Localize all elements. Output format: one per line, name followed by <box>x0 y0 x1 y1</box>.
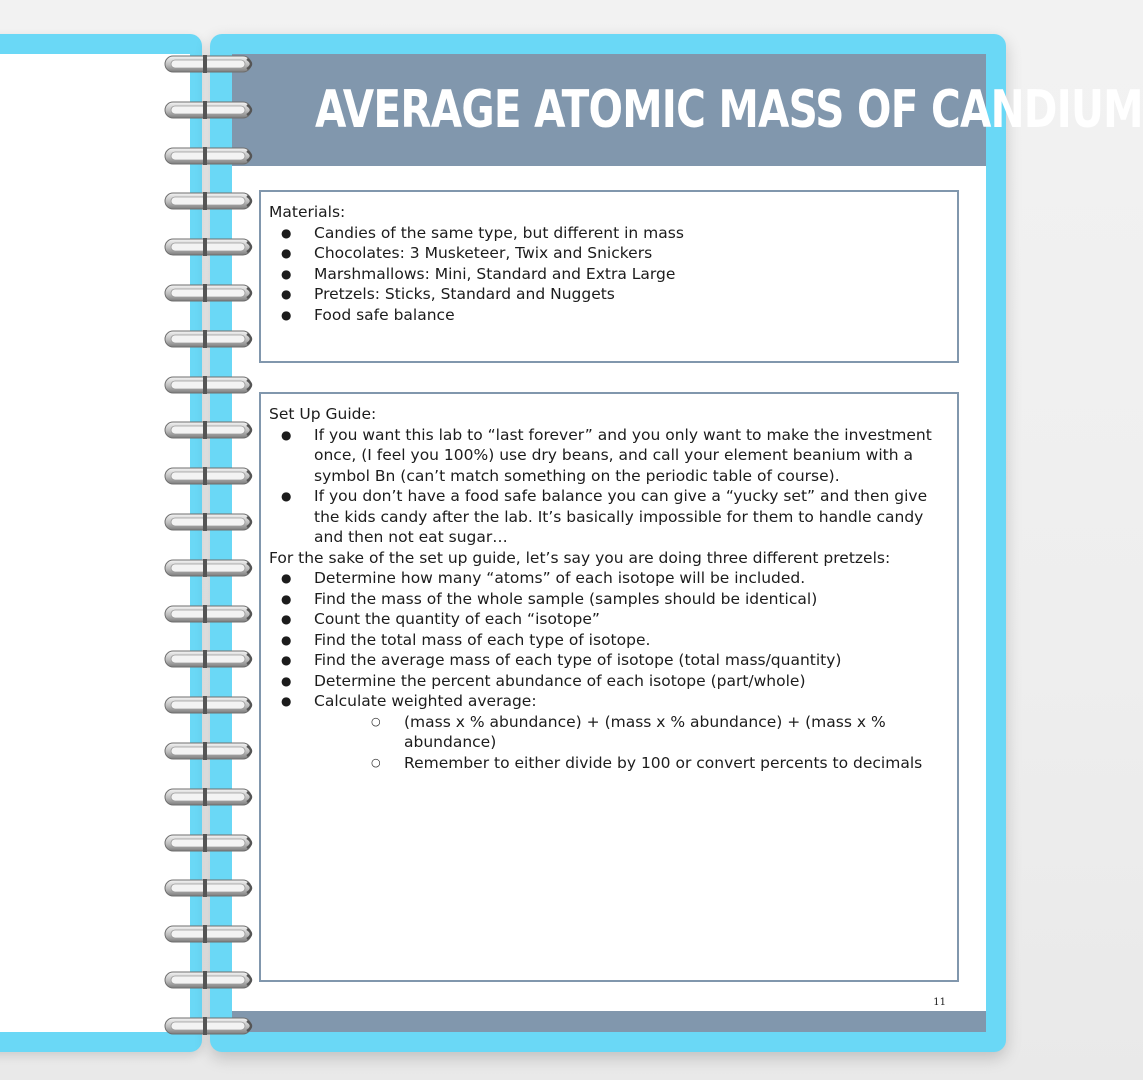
binding-coil-icon <box>163 282 257 304</box>
setup-steps-list <box>269 568 945 773</box>
list-item: ● Determine the percent abundance of each isotope (part/whole) <box>281 671 806 690</box>
binding-coil-icon <box>163 1015 257 1037</box>
list-item: ● Calculate weighted average: ○ (mass x % abundance) + (mass x % abundance) + (mass x % abundance) ○ Remember to either divide by 100 or convert percents to decimals <box>269 691 945 773</box>
setup-tips-list <box>269 425 945 548</box>
materials-heading: Materials: <box>269 203 346 221</box>
bullet-icon: ● <box>281 225 292 240</box>
footer-bar <box>232 1011 986 1032</box>
list-item: ● Candies of the same type, but different in mass <box>281 223 684 242</box>
binding-coil-icon <box>163 145 257 167</box>
page-header <box>232 54 1143 166</box>
left-blank-page <box>0 54 190 1032</box>
list-item: ○ Remember to either divide by 100 or convert percents to decimals <box>371 753 923 772</box>
setup-intro: For the sake of the set up guide, let’s say you are doing three different pretzels: <box>269 548 891 567</box>
list-item: ○ (mass x % abundance) + (mass x % abundance) + (mass x % abundance) <box>371 712 886 751</box>
binding-coil-icon <box>163 740 257 762</box>
binding-coil-icon <box>163 465 257 487</box>
list-item: ● Determine how many “atoms” of each isotope will be included. <box>281 569 806 587</box>
binding-coil-icon <box>163 511 257 533</box>
list-item: ● Food safe balance <box>281 305 455 324</box>
binding-coil-icon <box>163 374 257 396</box>
binding-coil-icon <box>163 557 257 579</box>
bullet-icon: ● <box>281 571 292 585</box>
bullet-icon: ● <box>281 673 292 688</box>
list-item: ● Marshmallows: Mini, Standard and Extra Large <box>281 264 676 283</box>
bullet-icon: ● <box>281 591 292 606</box>
weighted-average-sublist <box>314 712 945 774</box>
bullet-icon: ● <box>281 307 292 322</box>
bullet-icon: ● <box>281 653 292 667</box>
hollow-bullet-icon: ○ <box>371 755 381 769</box>
bullet-icon: ● <box>281 489 292 503</box>
page-number: 11 <box>933 997 946 1008</box>
binding-coil-icon <box>163 786 257 808</box>
binding-coil-icon <box>163 923 257 945</box>
notebook-page <box>232 54 1143 1032</box>
binding-coil-icon <box>163 328 257 350</box>
binding-coil-icon <box>163 832 257 854</box>
list-item: ● Find the total mass of each type of isotope. <box>281 630 651 649</box>
binding-coil-icon <box>163 603 257 625</box>
bullet-icon: ● <box>281 694 292 708</box>
list-item: ● Pretzels: Sticks, Standard and Nuggets <box>281 285 615 303</box>
binding-coil-icon <box>163 694 257 716</box>
bullet-icon: ● <box>281 632 292 647</box>
bullet-icon: ● <box>281 427 292 442</box>
bullet-icon: ● <box>281 287 292 301</box>
binding-coil-icon <box>163 419 257 441</box>
bullet-icon: ● <box>281 612 292 626</box>
hollow-bullet-icon: ○ <box>371 714 381 728</box>
materials-box <box>259 190 959 363</box>
binding-coil-icon <box>163 99 257 121</box>
list-item: ● Find the average mass of each type of isotope (total mass/quantity) <box>281 651 842 669</box>
bullet-icon: ● <box>281 246 292 260</box>
binding-coil-icon <box>163 236 257 258</box>
binding-coil-icon <box>163 190 257 212</box>
list-item: ● Find the mass of the whole sample (samples should be identical) <box>281 589 818 608</box>
setup-guide-box <box>259 392 959 982</box>
binding-coil-icon <box>163 648 257 670</box>
setup-heading: Set Up Guide: <box>269 405 377 423</box>
binding-coil-icon <box>163 969 257 991</box>
list-item: ● If you don’t have a food safe balance you can give a “yucky set” and then give the kids candy after the lab. It’s basically impossible for them to handle candy and then not eat sugar… <box>281 487 928 546</box>
bullet-icon: ● <box>281 266 292 281</box>
materials-list <box>269 223 945 326</box>
list-item: ● Count the quantity of each “isotope” <box>281 610 600 628</box>
binding-coil-icon <box>163 53 257 75</box>
list-item: ● Chocolates: 3 Musketeer, Twix and Snickers <box>281 244 653 262</box>
list-item: ● If you want this lab to “last forever” and you only want to make the investment once, (I feel you 100%) use dry beans, and call your element beanium with a symbol Bn (can’t match something on the periodic table of course). <box>281 425 932 485</box>
page-title: AVERAGE ATOMIC MASS OF CANDIUM <box>314 80 1143 140</box>
binding-coil-icon <box>163 877 257 899</box>
